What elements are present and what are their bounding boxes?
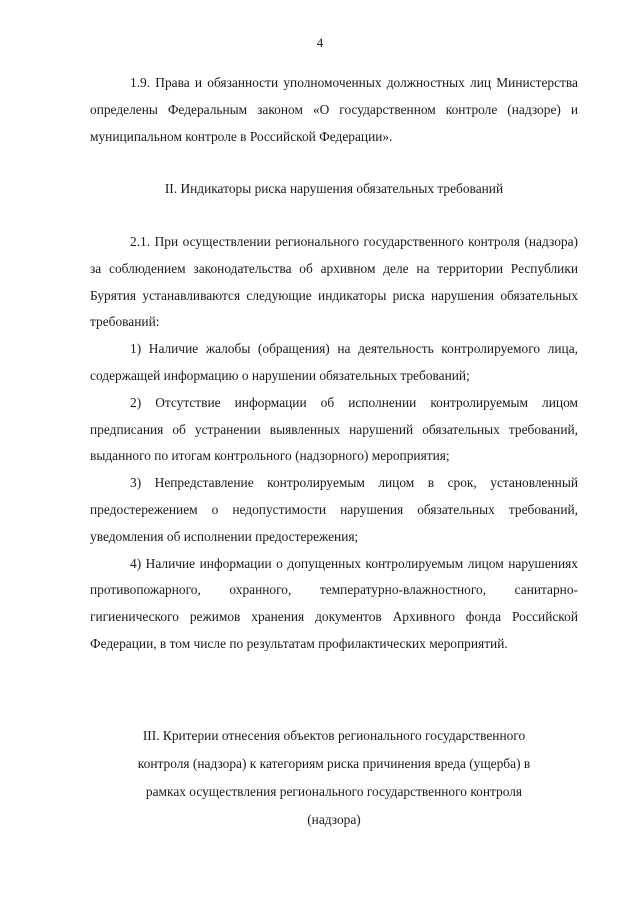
page-number: 4 [316,35,324,50]
section-intro: 2.1. При осуществлении регионального государственного контроля (надзора) за соблюдением законодательства об архивном деле на территории Республики Бурятия устанавливаются следующие индикаторы риска нарушения обязательных требований: [90,234,578,330]
section-3-heading [90,722,578,834]
list-item: 1) Наличие жалобы (обращения) на деятельность контролируемого лица, содержащей информацию о нарушении обязательных требований; [90,341,578,383]
section-2-heading-block [90,176,578,203]
heading-line: (надзора) [307,812,361,827]
heading-line: III. Критерии отнесения объектов регионального государственного [142,728,526,743]
section-heading: II. Индикаторы риска нарушения обязательных требований [164,181,504,196]
list-item: 2) Отсутствие информации об исполнении контролируемым лицом предписания об устранении выявленных нарушений обязательных требований, выданного по итогам контрольного (надзорного) мероприятия; [90,394,578,464]
heading-line: контроля (надзора) к категориям риска причинения вреда (ущерба) в [137,756,531,771]
section-2-body [90,229,578,658]
paragraph-1-9 [90,70,578,150]
heading-line: рамках осуществления регионального государственного контроля [145,784,523,799]
paragraph-text: 1.9. Права и обязанности уполномоченных должностных лиц Министерства определены Федеральным законом «О государственном контроле (надзоре) и муниципальном контроле в Российской Федерации». [90,75,578,144]
list-item: 3) Непредставление контролируемым лицом в срок, установленный предостережением о недопустимости нарушения обязательных требований, уведомления об исполнении предостережения; [90,475,578,544]
list-item: 4) Наличие информации о допущенных контролируемым лицом нарушениях противопожарного, охранного, температурно-влажностного, санитарно-гигиенического режимов хранения документов Архивного фонда Российской Федерации, в том числе по результатам профилактических мероприятий. [90,555,578,651]
